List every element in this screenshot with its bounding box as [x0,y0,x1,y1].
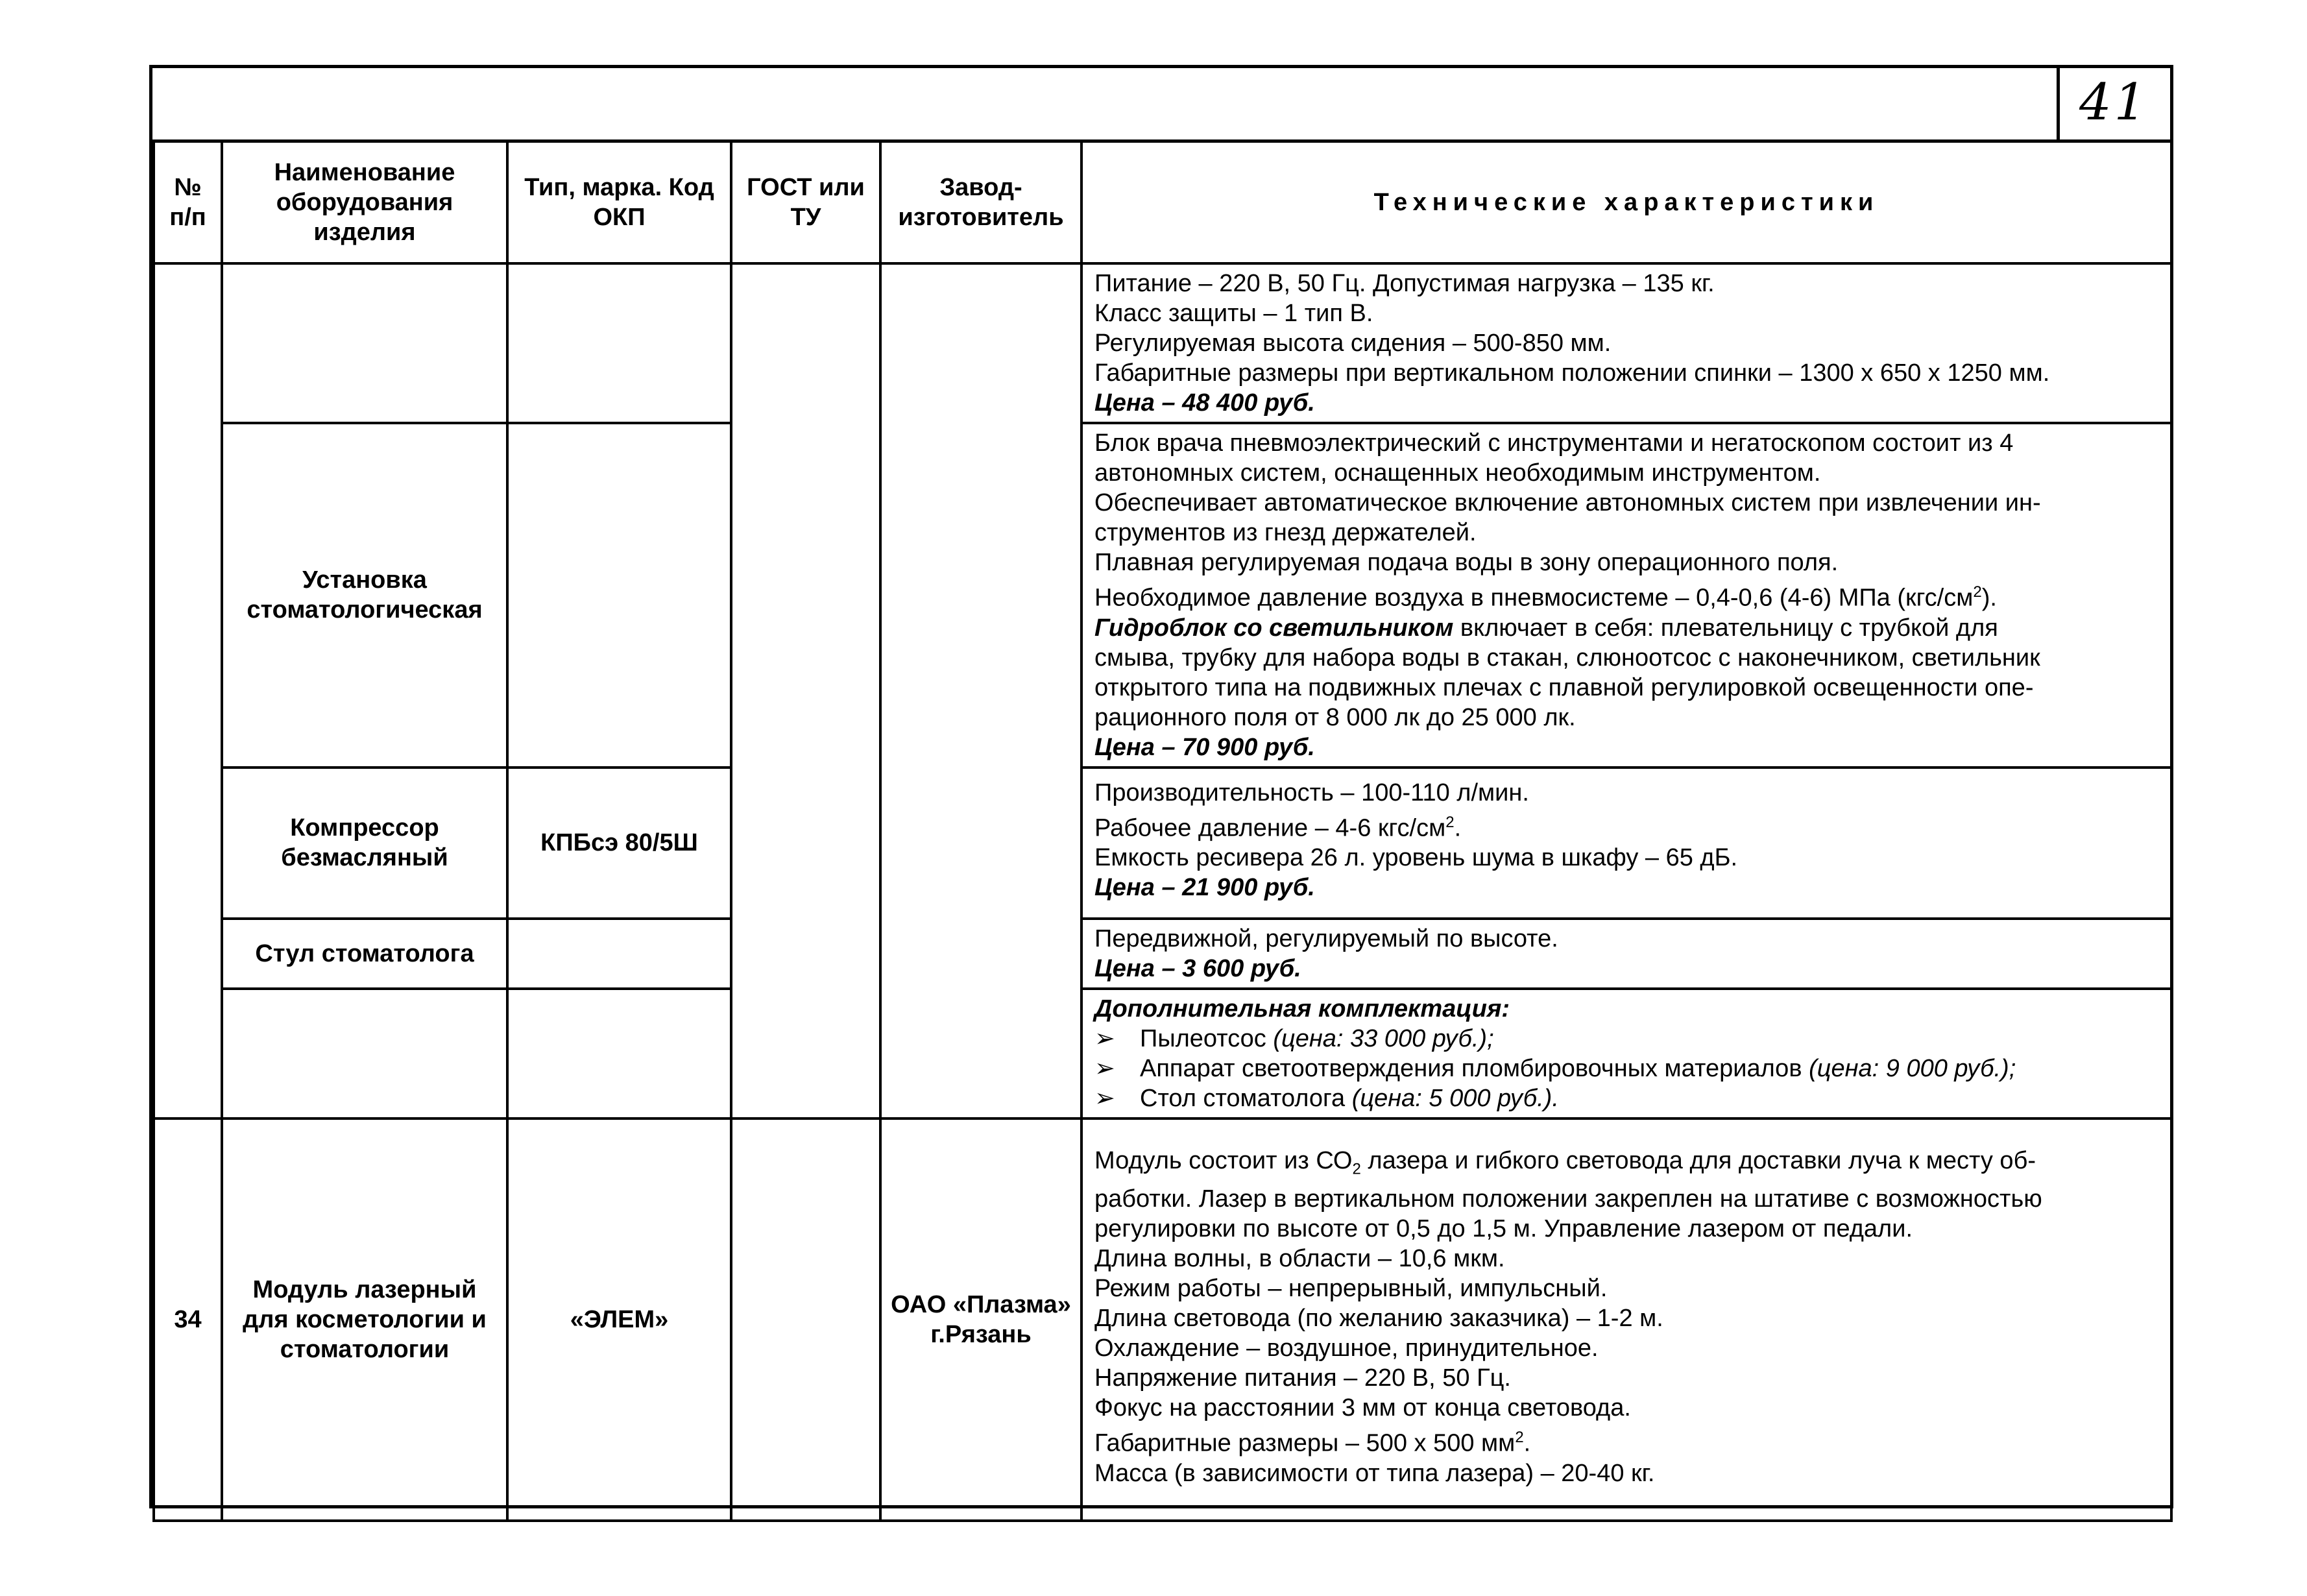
price: Цена – 48 400 руб. [1094,389,1315,417]
superscript: 2 [1973,583,1982,601]
table-row-stool [154,919,2171,989]
spec-line: Длина волны, в области – 10,6 мкм. [1094,1245,1505,1273]
list-item [1094,1054,2161,1083]
spec-stool [1081,919,2171,989]
spec-line-pressure [1094,808,2161,843]
spec-chair [1081,263,2171,423]
superscript: 2 [1445,813,1455,831]
page-number-box [2057,68,2170,139]
item-text: Пылеотсос [1140,1024,1274,1052]
spec-line: Питание – 220 В, 50 Гц. Допустимая нагрузка – 135 кг. [1094,270,1715,297]
cell-type-extras [507,989,731,1118]
cell-name-laser: Модуль лазерный для косметологии и стоматологии [222,1118,507,1521]
spec-line-pressure [1094,577,2161,613]
spec-line: открытого типа на подвижных плечах с плавной регулировкой освещенности опе- [1094,673,2034,701]
price: Цена – 3 600 руб. [1094,954,1301,982]
spec-line: автономных систем, оснащенных необходимым инструментом. [1094,459,1821,487]
cell-name-unit: Установка стоматологическая [222,423,507,768]
spec-line: смыва, трубку для набора воды в стакан, слюноотсос с наконечником, светильник [1094,644,2040,671]
pressure-end: ). [1981,584,1997,612]
header-tech: Технические характеристики [1081,141,2171,263]
spec-line-co2 [1094,1146,2161,1185]
page-number: 41 [2079,73,2149,132]
cell-type-compressor: КПБсэ 80/5Ш [507,768,731,919]
cell-name-compressor: Компрессор безмасляный [222,768,507,919]
spec-laser [1081,1118,2171,1521]
item-price: (цена: 33 000 руб.); [1273,1024,1494,1052]
top-strip [152,68,2170,143]
spec-line: Регулируемая высота сидения – 500-850 мм. [1094,330,1612,357]
price: Цена – 21 900 руб. [1094,874,1315,902]
header-name: Наименование оборудования изделия [222,141,507,263]
equipment-table [152,139,2173,1522]
page-frame [149,65,2173,1508]
hydro-title: Гидроблок со светильником [1094,614,1454,642]
cell-type-unit [507,423,731,768]
table-row-unit [154,423,2171,768]
cell-gost-33 [731,263,880,1118]
table-row-chair [154,263,2171,423]
spec-line: регулировки по высоте от 0,5 до 1,5 м. Управление лазером от педали. [1094,1215,1913,1243]
spec-line: Фокус на расстоянии 3 мм от конца световода. [1094,1394,1631,1422]
header-gost: ГОСТ или ТУ [731,141,880,263]
dims-text: Габаритные размеры – 500 х 500 мм [1094,1429,1516,1457]
pressure-end: . [1454,814,1462,842]
cell-type-stool [507,919,731,989]
cell-num-34: 34 [154,1118,222,1521]
arrow-icon: ➢ [1094,1084,1115,1112]
list-item [1094,1024,2161,1054]
spec-line: Блок врача пневмоэлектрический с инструментами и негатоскопом состоит из 4 [1094,429,2014,457]
item-price: (цена: 5 000 руб.). [1351,1084,1559,1112]
hydro-text: включает в себя: плевательницу с трубкой для [1453,614,1998,642]
spec-line: Режим работы – непрерывный, импульсный. [1094,1275,1608,1303]
cell-maker-33 [880,263,1081,1118]
dims-end: . [1523,1429,1531,1457]
spec-line: Класс защиты – 1 тип В. [1094,300,1373,327]
cell-name-stool: Стул стоматолога [222,919,507,989]
table-row-compressor [154,768,2171,919]
co2-rest: лазера и гибкого световода для доставки луча к месту об- [1360,1146,2036,1174]
cell-maker-laser: ОАО «Плазма» г.Рязань [880,1118,1081,1521]
co2-text: Модуль состоит из СО [1094,1146,1353,1174]
spec-line: Передвижной, регулируемый по высоте. [1094,925,1558,952]
item-price: (цена: 9 000 руб.); [1809,1054,2016,1082]
price: Цена – 70 900 руб. [1094,733,1315,761]
spec-line: Производительность – 100-110 л/мин. [1094,779,1529,806]
spec-line-hydro [1094,613,2161,643]
spec-line: Плавная регулируемая подача воды в зону операционного поля. [1094,549,1839,576]
header-row [154,141,2171,263]
spec-line: Длина световода (по желанию заказчика) – 1-2 м. [1094,1305,1663,1333]
table-row-laser [154,1118,2171,1521]
spec-line: Габаритные размеры при вертикальном положении спинки – 1300 х 650 х 1250 мм. [1094,359,2050,387]
table-row-extras [154,989,2171,1118]
spec-line: Масса (в зависимости от типа лазера) – 20-40 кг. [1094,1459,1655,1487]
pressure-text: Необходимое давление воздуха в пневмосистеме – 0,4-0,6 (4-6) МПа (кгс/см [1094,584,1974,612]
cell-type-laser: «ЭЛЕМ» [507,1118,731,1521]
cell-type-chair [507,263,731,423]
arrow-icon: ➢ [1094,1054,1115,1082]
item-text: Стол стоматолога [1140,1084,1352,1112]
subscript: 2 [1352,1160,1361,1178]
spec-line: Охлаждение – воздушное, принудительное. [1094,1335,1599,1362]
spec-line: рационного поля от 8 000 лк до 25 000 лк. [1094,703,1576,731]
cell-num-33 [154,263,222,1118]
extras-title: Дополнительная комплектация: [1094,995,1510,1022]
header-maker: Завод-изготовитель [880,141,1081,263]
spec-line: Емкость ресивера 26 л. уровень шума в шкафу – 65 дБ. [1094,844,1738,872]
spec-line-dims [1094,1423,2161,1458]
spec-line: струментов из гнезд держателей. [1094,519,1477,546]
spec-line: работки. Лазер в вертикальном положении закреплен на штативе с возможностью [1094,1185,2042,1213]
header-type: Тип, марка. Код ОКП [507,141,731,263]
item-text: Аппарат светоотверждения пломбировочных материалов [1140,1054,1809,1082]
spec-extras [1081,989,2171,1118]
pressure-text: Рабочее давление – 4-6 кгс/см [1094,814,1446,842]
spec-unit [1081,423,2171,768]
spec-line: Обеспечивает автоматическое включение автономных систем при извлечении ин- [1094,489,2041,516]
spec-line: Напряжение питания – 220 В, 50 Гц. [1094,1364,1511,1392]
superscript: 2 [1515,1429,1524,1447]
list-item [1094,1083,2161,1113]
cell-name-extras [222,989,507,1118]
spec-compressor [1081,768,2171,919]
cell-gost-laser [731,1118,880,1521]
arrow-icon: ➢ [1094,1024,1115,1052]
cell-name-chair [222,263,507,423]
header-num: № п/п [154,141,222,263]
